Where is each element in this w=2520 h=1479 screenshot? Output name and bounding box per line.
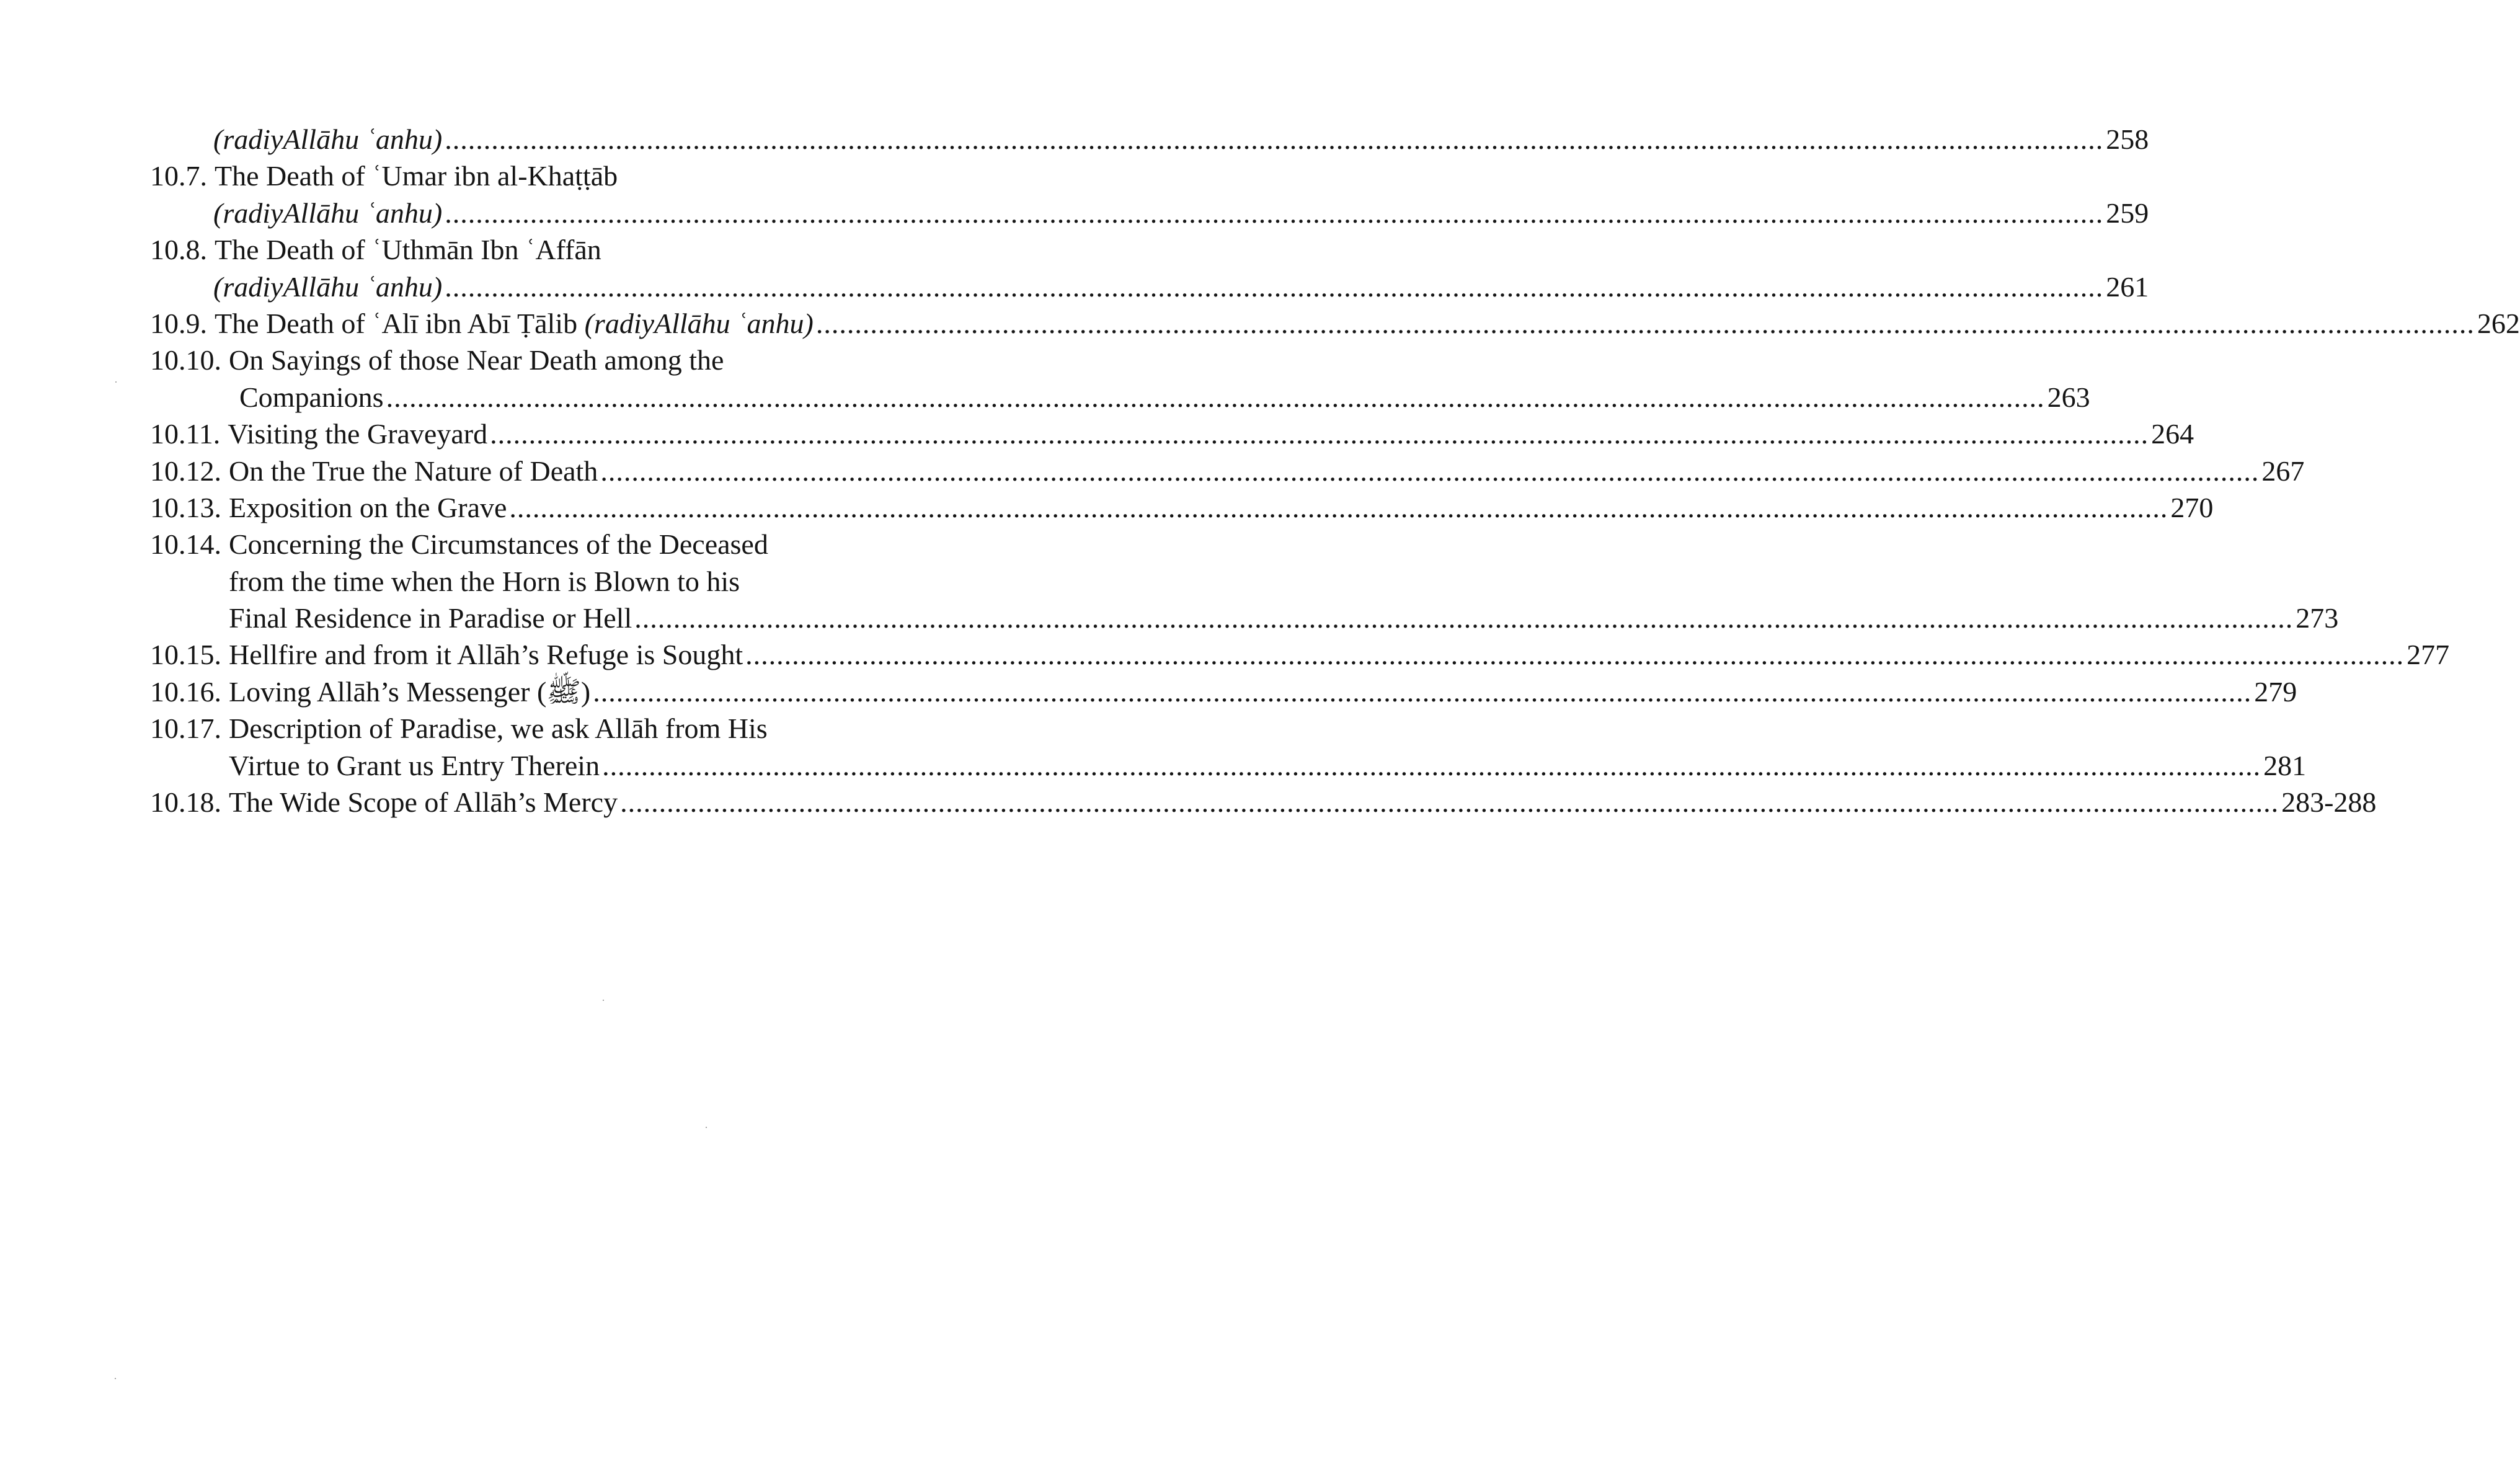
toc-entry [150, 636, 2450, 673]
toc-entry-title [229, 636, 743, 673]
toc-entry-number: 10.11. [150, 418, 221, 450]
toc-entry-title-italic: (radiyAllāhu ʿanhu) [213, 197, 443, 229]
toc-entry-title-text: Companions [239, 381, 384, 413]
scan-speck [115, 381, 117, 383]
toc-entry-page: 258 [2106, 123, 2149, 155]
toc-entry [150, 710, 873, 747]
toc-dot-leader [602, 747, 2261, 784]
toc-entry [150, 158, 873, 194]
toc-dot-leader [445, 195, 2103, 231]
toc-entry-title [229, 563, 740, 600]
toc-entry [150, 453, 2305, 489]
toc-dot-leader [600, 453, 2259, 489]
toc-entry-title [229, 453, 598, 489]
toc-entry-number: 10.9. [150, 307, 207, 339]
toc-entry-title [213, 121, 442, 158]
toc-entry-title-text: Description of Paradise, we ask Allāh from His [229, 713, 768, 745]
toc-dot-leader [634, 600, 2293, 636]
toc-entry-number: 10.18. [150, 786, 221, 819]
toc-dot-leader [445, 121, 2103, 158]
toc-entry-page: 281 [2263, 749, 2307, 781]
toc-dot-leader [490, 415, 2149, 452]
toc-entry-title-text: from the time when the Horn is Blown to his [229, 565, 740, 597]
toc-entry-title-text: Virtue to Grant us Entry Therein [229, 749, 600, 781]
toc-dot-leader [816, 305, 2475, 342]
toc-entry-page: 283-288 [2281, 786, 2377, 819]
toc-entry-page: 277 [2407, 639, 2450, 671]
toc-entry-number: 10.7. [150, 160, 207, 192]
toc-dot-leader [593, 673, 2252, 710]
toc-entry-title-text: The Death of ʿUthmān Ibn ʿAffān [215, 234, 601, 266]
toc-entry-title [215, 231, 601, 268]
table-of-contents [150, 121, 2520, 820]
toc-entry-title-text: Hellfire and from it Allāh’s Refuge is Sought [229, 639, 743, 671]
toc-entry-title-italic: (radiyAllāhu ʿanhu) [213, 270, 443, 303]
toc-entry-title [229, 710, 768, 747]
toc-entry-number: 10.12. [150, 455, 221, 487]
toc-entry-page: 267 [2261, 455, 2305, 487]
toc-entry-page: 262 [2477, 307, 2520, 339]
toc-entry [150, 195, 2149, 231]
toc-entry-title [229, 673, 590, 710]
toc-entry-title-text: Exposition on the Grave [229, 491, 507, 523]
toc-entry-title [229, 342, 724, 378]
toc-entry-number: 10.8. [150, 234, 207, 266]
toc-entry-number: 10.10. [150, 344, 221, 376]
toc-entry [150, 305, 2520, 342]
toc-entry-number: 10.14. [150, 528, 221, 561]
scan-speck [115, 1378, 116, 1379]
toc-entry [150, 747, 2307, 784]
toc-entry-title-text: Final Residence in Paradise or Hell [229, 602, 632, 634]
toc-entry [150, 415, 2194, 452]
toc-entry-title-text: Concerning the Circumstances of the Deceased [229, 528, 768, 561]
toc-dot-leader [445, 269, 2103, 305]
toc-dot-leader [509, 489, 2168, 526]
toc-entry-number: 10.17. [150, 713, 221, 745]
toc-entry-title-text: On Sayings of those Near Death among the [229, 344, 724, 376]
toc-entry-title-text: The Death of ʿAlī ibn Abī Ṭālib [215, 307, 585, 339]
toc-entry-page: 273 [2296, 602, 2339, 634]
toc-entry-title [215, 158, 618, 194]
toc-entry [150, 121, 2149, 158]
toc-entry-page: 264 [2151, 418, 2194, 450]
toc-entry-title [229, 600, 632, 636]
toc-entry-page: 259 [2106, 197, 2149, 229]
scan-speck [706, 1127, 707, 1128]
toc-dot-leader [386, 379, 2045, 415]
toc-entry-number: 10.16. [150, 675, 221, 708]
toc-entry-page: 261 [2106, 270, 2149, 303]
toc-entry-title [213, 195, 442, 231]
toc-entry-title [229, 489, 507, 526]
toc-entry-title-text: On the True the Nature of Death [229, 455, 598, 487]
toc-entry-number: 10.15. [150, 639, 221, 671]
toc-entry-title-text: The Wide Scope of Allāh’s Mercy [229, 786, 618, 819]
toc-entry-title [229, 526, 768, 562]
toc-entry-title-text: Loving Allāh’s Messenger (ﷺ) [229, 675, 591, 708]
toc-entry [150, 563, 873, 600]
toc-entry [150, 600, 2339, 636]
toc-entry [150, 489, 2214, 526]
toc-entry [150, 269, 2149, 305]
toc-entry-title [229, 747, 600, 784]
toc-dot-leader [620, 784, 2279, 820]
toc-entry [150, 342, 873, 378]
toc-entry-title [228, 415, 487, 452]
toc-entry [150, 231, 873, 268]
toc-entry-number: 10.13. [150, 491, 221, 523]
toc-entry [150, 379, 2090, 415]
toc-entry-title-text: The Death of ʿUmar ibn al-Khaṭṭāb [215, 160, 618, 192]
toc-entry-title [215, 305, 814, 342]
toc-entry-title-text: Visiting the Graveyard [228, 418, 488, 450]
toc-entry-page: 270 [2170, 491, 2214, 523]
toc-entry-title [213, 269, 442, 305]
toc-entry-title [229, 784, 618, 820]
toc-dot-leader [745, 636, 2404, 673]
toc-entry [150, 784, 2377, 820]
toc-entry-title-italic: (radiyAllāhu ʿanhu) [584, 307, 814, 339]
toc-entry-title-italic: (radiyAllāhu ʿanhu) [213, 123, 443, 155]
scan-speck [603, 1000, 604, 1001]
toc-entry [150, 673, 2297, 710]
toc-entry [150, 526, 873, 562]
toc-entry-page: 263 [2047, 381, 2090, 413]
toc-entry-page: 279 [2254, 675, 2297, 708]
toc-entry-title [239, 379, 384, 415]
